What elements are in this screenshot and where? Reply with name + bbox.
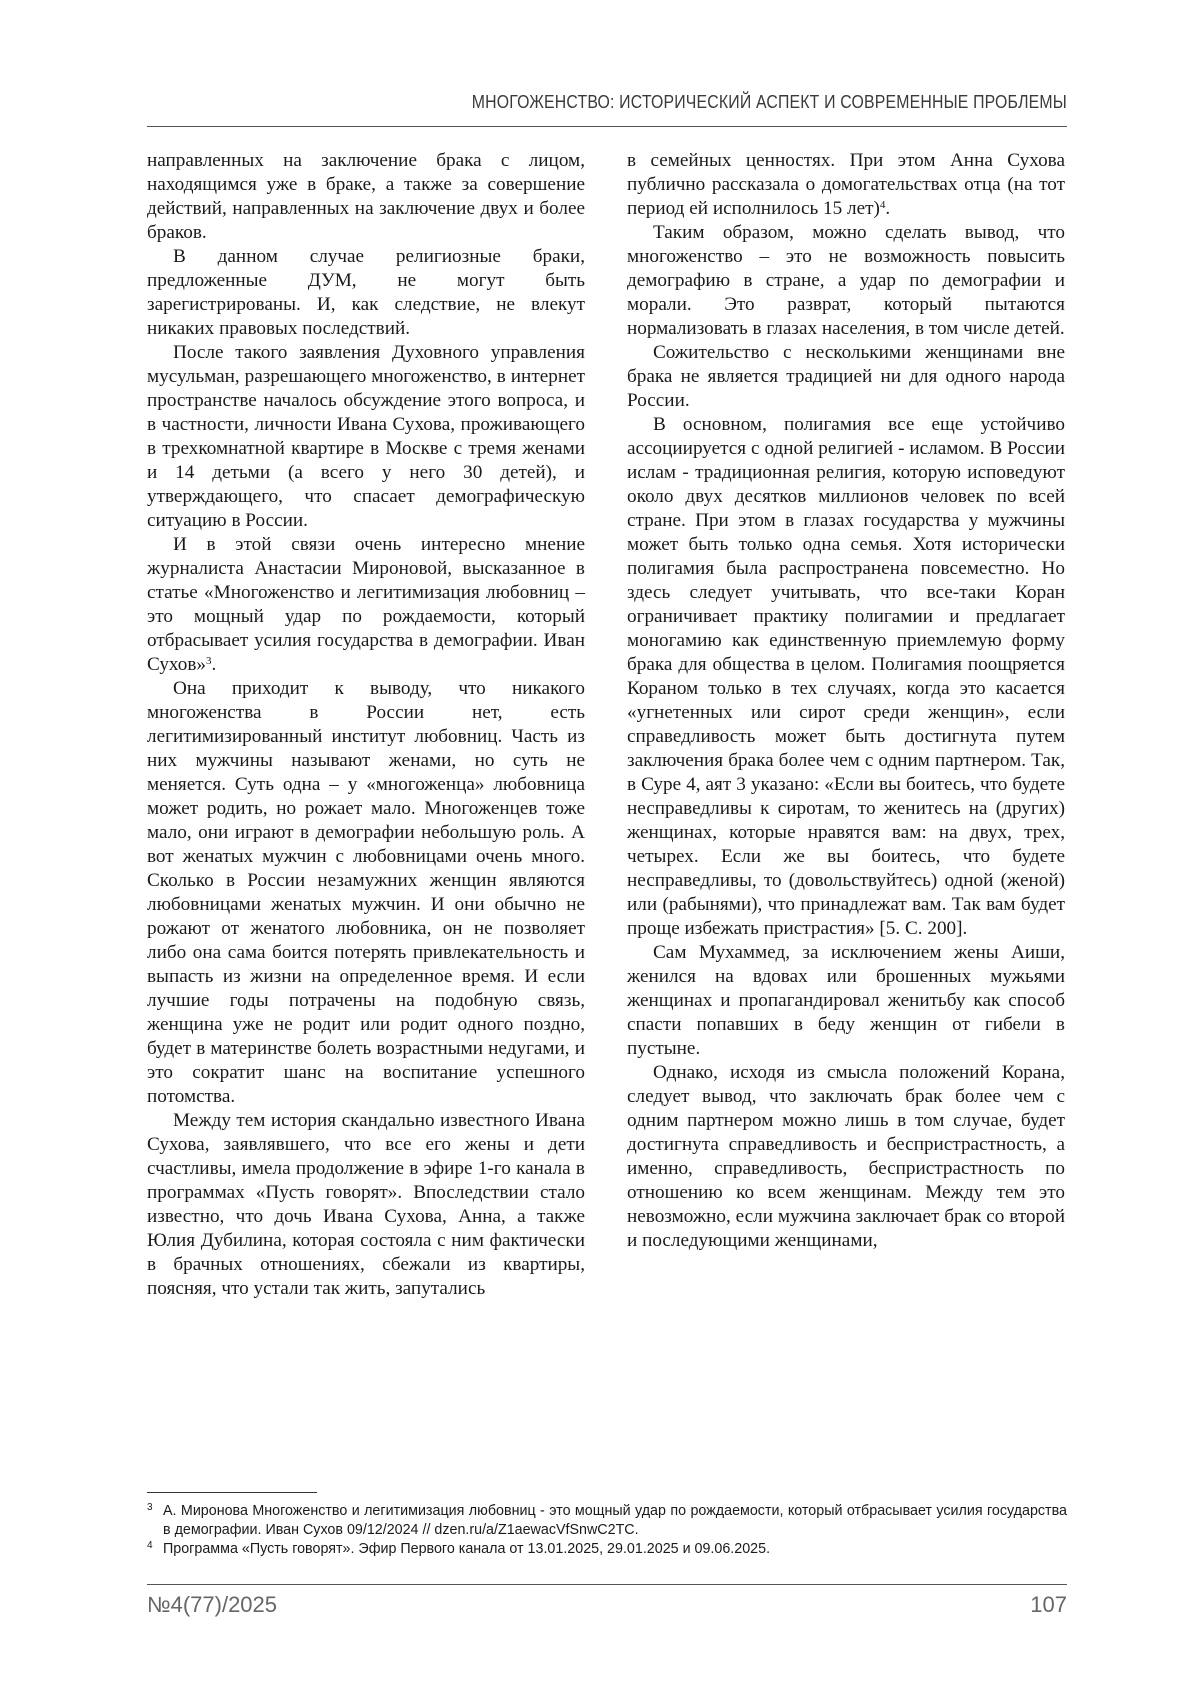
page-number: 107 bbox=[1030, 1592, 1067, 1617]
header-rule bbox=[147, 126, 1067, 127]
paragraph: В данном случае религиозные браки, предложенные ДУМ, не могут быть зарегистрированы. И, как следствие, не влекут никаких правовых последствий. bbox=[147, 246, 585, 339]
paragraph-text: в семейных ценностях. При этом Анна Сухова публично рассказала о домогательствах отца (на тот период ей исполнилось 15 лет) bbox=[627, 150, 1065, 219]
paragraph-end: . bbox=[885, 198, 891, 219]
paragraph-end: . bbox=[211, 654, 217, 675]
paragraph: Таким образом, можно сделать вывод, что многоженство – это не возможность повысить демографию в стране, а удар по демографии и морали. Это разврат, который пытаются нормализовать в глазах населения, в том числе детей. bbox=[627, 222, 1065, 339]
footnote-rule bbox=[147, 1492, 317, 1493]
paragraph: В основном, полигамия все еще устойчиво ассоциируется с одной религией - исламом. В России ислам - традиционная религия, которую исповедуют около двух десятков миллионов человек по всей стране. При этом в глазах государства у мужчины может быть только одна семья. Хотя исторически полигамия была распространена повсеместно. Но здесь следует учитывать, что все-таки Коран ограничивает практику полигамии и предлагает моногамию как единственную приемлемую форму брака для общества в целом. Полигамия поощряется Кораном только в тех случаях, когда это касается «угнетенных или сирот среди женщин», если справедливость может быть достигнута путем заключения брака более чем с одним партнером. Так, в Суре 4, аят 3 указано: «Если вы боитесь, что будете несправедливы к сиротам, то женитесь на (других) женщинах, которые нравятся вам: на двух, трех, четырех. Если же вы боитесь, что будете несправедливы, то (довольствуйтесь) одной (женой) или (рабынями), что принадлежат вам. Так вам будет проще избежать пристрастия» [5. С. 200]. bbox=[627, 414, 1065, 939]
paragraph: Между тем история скандально известного Ивана Сухова, заявлявшего, что все его жены и дети счастливы, имела продолжение в эфире 1-го канала в программах «Пусть говорят». Впоследствии стало известно, что дочь Ивана Сухова, Анна, а также Юлия Дубилина, которая состояла с ним фактически в брачных отношениях, сбежали из квартиры, поясняя, что устали так жить, запутались bbox=[147, 1110, 585, 1299]
footnote-text: Программа «Пусть говорят». Эфир Первого канала от 13.01.2025, 29.01.2025 и 09.06.2025. bbox=[163, 1541, 771, 1557]
footnote-3 bbox=[147, 1502, 1067, 1540]
paragraph: Сожительство с несколькими женщинами вне брака не является традицией ни для одного народа России. bbox=[627, 342, 1065, 411]
footnote-number: 3 bbox=[147, 1502, 153, 1513]
paragraph: Она приходит к выводу, что никакого многоженства в России нет, есть легитимизированный институт любовниц. Часть из них мужчины называют женами, но суть не меняется. Суть одна – у «многоженца» любовница может родить, но рожает мало. Многоженцев тоже мало, они играют в демографии небольшую роль. А вот женатых мужчин с любовницами очень много. Сколько в России незамужних женщин являются любовницами женатых мужчин. И они обычно не рожают от женатого любовника, он не позволяет либо она сама боится потерять привлекательность и выпасть из жизни на определенное время. И если лучшие годы потрачены на подобную связь, женщина уже не родит или родит одного поздно, будет в материнстве болеть возрастными недугами, и это сократит шанс на воспитание успешного потомства. bbox=[147, 678, 585, 1107]
issue-number: №4(77)/2025 bbox=[147, 1592, 278, 1617]
footnotes bbox=[147, 1502, 1067, 1559]
running-header: МНОГОЖЕНСТВО: ИСТОРИЧЕСКИЙ АСПЕКТ И СОВРЕМЕННЫЕ ПРОБЛЕМЫ bbox=[471, 92, 1067, 112]
paragraph: направленных на заключение брака с лицом, находящимся уже в браке, а также за совершение действий, направленных на заключение двух и более браков. bbox=[147, 150, 585, 243]
footnote-ref-3[interactable]: 3 bbox=[206, 655, 212, 667]
paragraph bbox=[627, 149, 1065, 221]
paragraph: Сам Мухаммед, за исключением жены Аиши, женился на вдовах или брошенных мужьями женщинах и пропагандировал женитьбу как способ спасти попавших в беду женщин от гибели в пустыне. bbox=[627, 942, 1065, 1059]
paragraph-text: И в этой связи очень интересно мнение журналиста Анастасии Мироновой, высказанное в статье «Многоженство и легитимизация любовниц – это мощный удар по рождаемости, который отбрасывает усилия государства в демографии. Иван Сухов» bbox=[147, 534, 585, 675]
right-column bbox=[627, 149, 1065, 1253]
paragraph: После такого заявления Духовного управления мусульман, разрешающего многоженство, в интернет пространстве началось обсуждение этого вопроса, и в частности, личности Ивана Сухова, проживающего в трехкомнатной квартире в Москве с тремя женами и 14 детьми (а всего у него 30 детей), и утверждающего, что спасает демографическую ситуацию в России. bbox=[147, 342, 585, 531]
footnote-text: А. Миронова Многоженство и легитимизация любовниц - это мощный удар по рождаемости, который отбрасывает усилия государства в демографии. Иван Сухов 09/12/2024 // dzen.ru/a/Z1aewacVfSnwC2TC. bbox=[163, 1503, 1067, 1538]
footnote-number: 4 bbox=[147, 1540, 153, 1551]
footnote-ref-4[interactable]: 4 bbox=[879, 199, 886, 211]
footnote-4 bbox=[147, 1540, 1067, 1559]
footer-rule bbox=[147, 1584, 1067, 1585]
left-column bbox=[147, 149, 585, 1301]
paragraph: Однако, исходя из смысла положений Корана, следует вывод, что заключать брак более чем с одним партнером можно лишь в том случае, будет достигнута справедливость и беспристрастность, а именно, справедливость, беспристрастность по отношению ко всем женщинам. Между тем это невозможно, если мужчина заключает брак со второй и последующими женщинами, bbox=[627, 1062, 1065, 1251]
paragraph bbox=[147, 533, 585, 677]
